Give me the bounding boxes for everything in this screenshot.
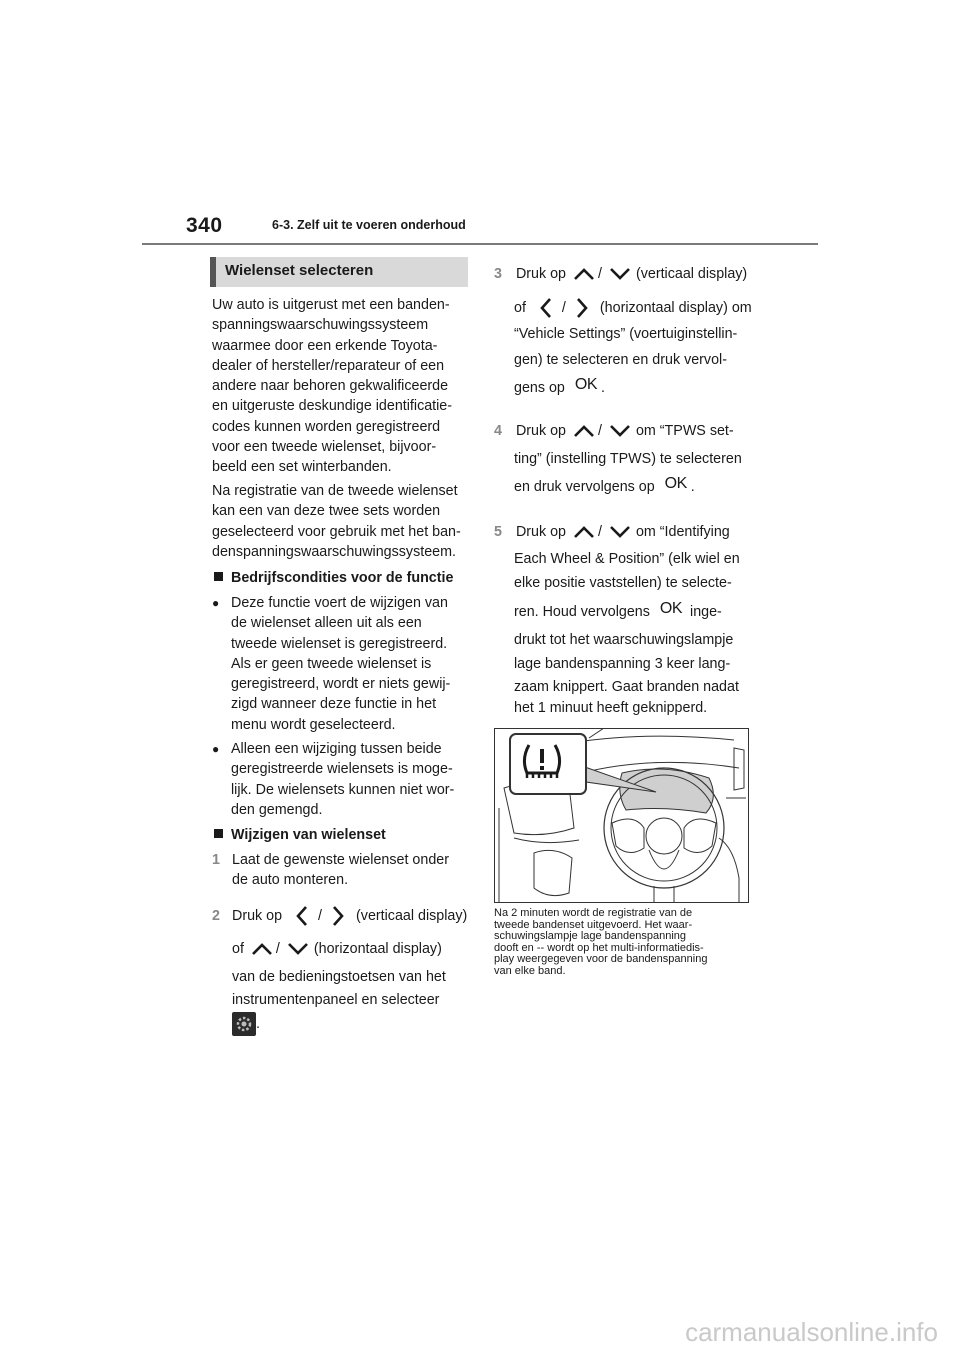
intro2-line: denspanningswaarschuwingssysteem. [212,543,456,560]
step-text: Druk op [515,524,566,540]
step-text: instrumentenpaneel en selecteer [232,992,440,1008]
intro-line: spanningswaarschuwingssysteem [212,317,429,334]
slash-text: / [597,524,602,540]
bullet-line: menu wordt geselecteerd. [231,716,396,733]
ok-button-icon: OK [664,475,687,492]
conditions-heading [212,568,453,588]
step-text: om “TPWS set- [635,423,734,439]
chevron-up-icon [250,941,274,957]
chevron-right-icon [326,904,348,928]
intro-line: codes kunnen worden geregistreerd [212,418,441,435]
step-text: ren. Houd vervolgens [514,604,650,620]
intro2-line: kan een van deze twee sets worden [212,503,441,520]
slash-text: / [275,941,280,957]
step-5-line-4 [514,602,722,622]
bullet-dot-icon: ● [212,742,220,756]
chevron-up-icon [572,524,596,540]
intro-line: dealer of hersteller/reparateur of een [212,357,445,374]
header-divider [142,243,818,245]
step-text: Druk op [515,423,566,439]
step-3-line-3 [514,324,737,344]
step-5-line-6 [514,654,730,674]
step-1 [212,850,220,870]
step-line: Laat de gewenste wielenset onder [232,852,449,868]
conditions-heading-text: Bedrijfscondities voor de functie [231,570,454,586]
intro-paragraph [212,295,474,478]
step-2-line-3 [232,967,446,987]
caption-line: van elke band. [494,964,566,977]
step-text: van de bedieningstoetsen van het [232,969,446,985]
step-text: lage bandenspanning 3 keer lang- [514,656,731,672]
section-heading-text: Wielenset selecteren [225,262,374,279]
caption-line: play weergegeven voor de bandenspanning [494,953,708,966]
step-text: gen) te selecteren en druk vervol- [514,352,727,368]
chevron-down-icon [608,266,632,282]
step-3-line-1 [494,264,747,284]
step-text: (verticaal display) [635,266,748,282]
step-number: 4 [494,423,502,439]
bullet-line: Deze functie voert de wijzigen van [231,595,448,611]
step-text: of [232,941,244,957]
step-text: en druk vervolgens op [514,479,655,495]
intro-line: waarmee door een erkende Toyota- [212,337,438,354]
step-5-line-2 [514,549,740,569]
caption-line: schuwingslampje lage bandenspanning [494,930,687,943]
chevron-down-icon [608,423,632,439]
step-5-line-1 [494,522,730,542]
step-text: . [601,380,605,396]
step-3-line-4 [514,350,727,370]
caption-line: dooft en -- wordt op het multi-informatiedis- [494,941,704,954]
chevron-down-icon [608,524,632,540]
tpms-warning-icon [519,741,565,781]
caption-line: tweede bandenset uitgevoerd. Het waar- [494,918,693,931]
step-3-line-5 [514,378,605,398]
change-heading-text: Wijzigen van wielenset [231,827,386,843]
step-text: “Vehicle Settings” (voertuiginstellin- [514,326,738,342]
step-1-text [232,850,449,890]
bullet-item-2 [212,739,474,820]
bullet-line: Alleen een wijziging tussen beide [231,741,442,757]
intro-line: en uitgeruste deskundige identificatie- [212,398,453,415]
step-text: (horizontaal display) [313,941,442,957]
step-2-number [212,906,220,926]
step-4-line-1 [494,421,734,441]
step-text: . [256,1015,260,1032]
step-3-line-2 [514,296,752,320]
bullet-line: den gemengd. [231,801,323,818]
step-text: om “Identifying [635,524,730,540]
step-text: of [514,299,526,316]
square-bullet-icon [214,829,223,838]
bullet-dot-icon: ● [212,596,220,610]
figure-caption [494,908,744,978]
step-2-line-4 [232,990,439,1010]
chevron-right-icon [570,296,592,320]
step-text: . [690,479,695,495]
step-text: ting” (instelling TPWS) te selecteren [514,451,742,467]
change-heading [212,825,386,845]
step-4-line-3 [514,477,695,497]
step-number: 5 [494,524,502,540]
intro-line: andere naar behoren gekwalificeerde [212,378,449,395]
step-text: inge- [690,604,722,620]
bullet-line: tweede wielenset is geregistreerd. [231,635,448,652]
step-text: elke positie vaststellen) te selecte- [514,575,732,591]
intro-paragraph-2 [212,481,474,562]
slash-text: / [597,266,602,282]
caption-line: Na 2 minuten wordt de registratie van de [494,907,693,919]
intro-line: Uw auto is uitgerust met een banden- [212,297,450,313]
step-line: de auto monteren. [232,872,349,888]
step-5-line-7 [514,677,739,697]
bullet-line: geregistreerd, wordt er niets gewij- [231,676,451,693]
intro-line: beeld een set winterbanden. [212,459,392,476]
step-5-line-8 [514,698,707,718]
watermark: carmanualsonline.info [685,1317,938,1347]
step-text: Druk op [515,266,566,282]
step-2-line-2 [232,939,442,959]
step-4-line-2 [514,449,742,469]
step-text: het 1 minuut heeft geknipperd. [514,700,708,716]
step-text: Each Wheel & Position” (elk wiel en [514,551,740,567]
ok-button-icon: OK [574,376,597,393]
step-2-line-5 [232,1012,260,1036]
chevron-down-icon [286,941,310,957]
bullet-line: Als er geen tweede wielenset is [231,655,432,672]
section-heading [210,257,468,287]
intro2-line: geselecteerd voor gebruik met het ban- [212,523,461,540]
step-text: (verticaal display) [356,907,468,924]
bullet-line: de wielenset alleen uit als een [231,615,422,632]
bullet-line: zigd wanneer deze functie in het [231,696,437,713]
step-5-line-3 [514,573,732,593]
bullet-item-1 [212,593,474,735]
chevron-up-icon [572,266,596,282]
slash-text: / [561,299,566,316]
intro2-line: Na registratie van de tweede wielenset [212,483,458,499]
bullet-line: lijk. De wielensets kunnen niet wor- [231,781,455,798]
slash-text: / [318,907,323,924]
section-title: 6-3. Zelf uit te voeren onderhoud [272,218,466,232]
page-number: 340 [186,214,223,237]
chevron-left-icon [536,296,558,320]
gear-icon [232,1012,256,1036]
step-text: Druk op [232,907,283,924]
intro-line: voor een tweede wielenset, bijvoor- [212,439,437,456]
ok-button-icon: OK [659,600,683,617]
step-2-line-1 [232,904,467,928]
step-number: 1 [212,852,220,868]
step-number: 3 [494,266,502,282]
step-text: zaam knippert. Gaat branden nadat [514,679,739,695]
step-5-line-5 [514,630,733,650]
step-text: (horizontaal display) om [599,299,752,316]
step-text: drukt tot het waarschuwingslampje [514,632,734,648]
step-number: 2 [212,908,220,924]
step-text: gens op [514,380,565,396]
chevron-up-icon [572,423,596,439]
slash-text: / [597,423,602,439]
square-bullet-icon [214,572,223,581]
chevron-left-icon [292,904,314,928]
bullet-line: geregistreerde wielensets is moge- [231,761,453,778]
